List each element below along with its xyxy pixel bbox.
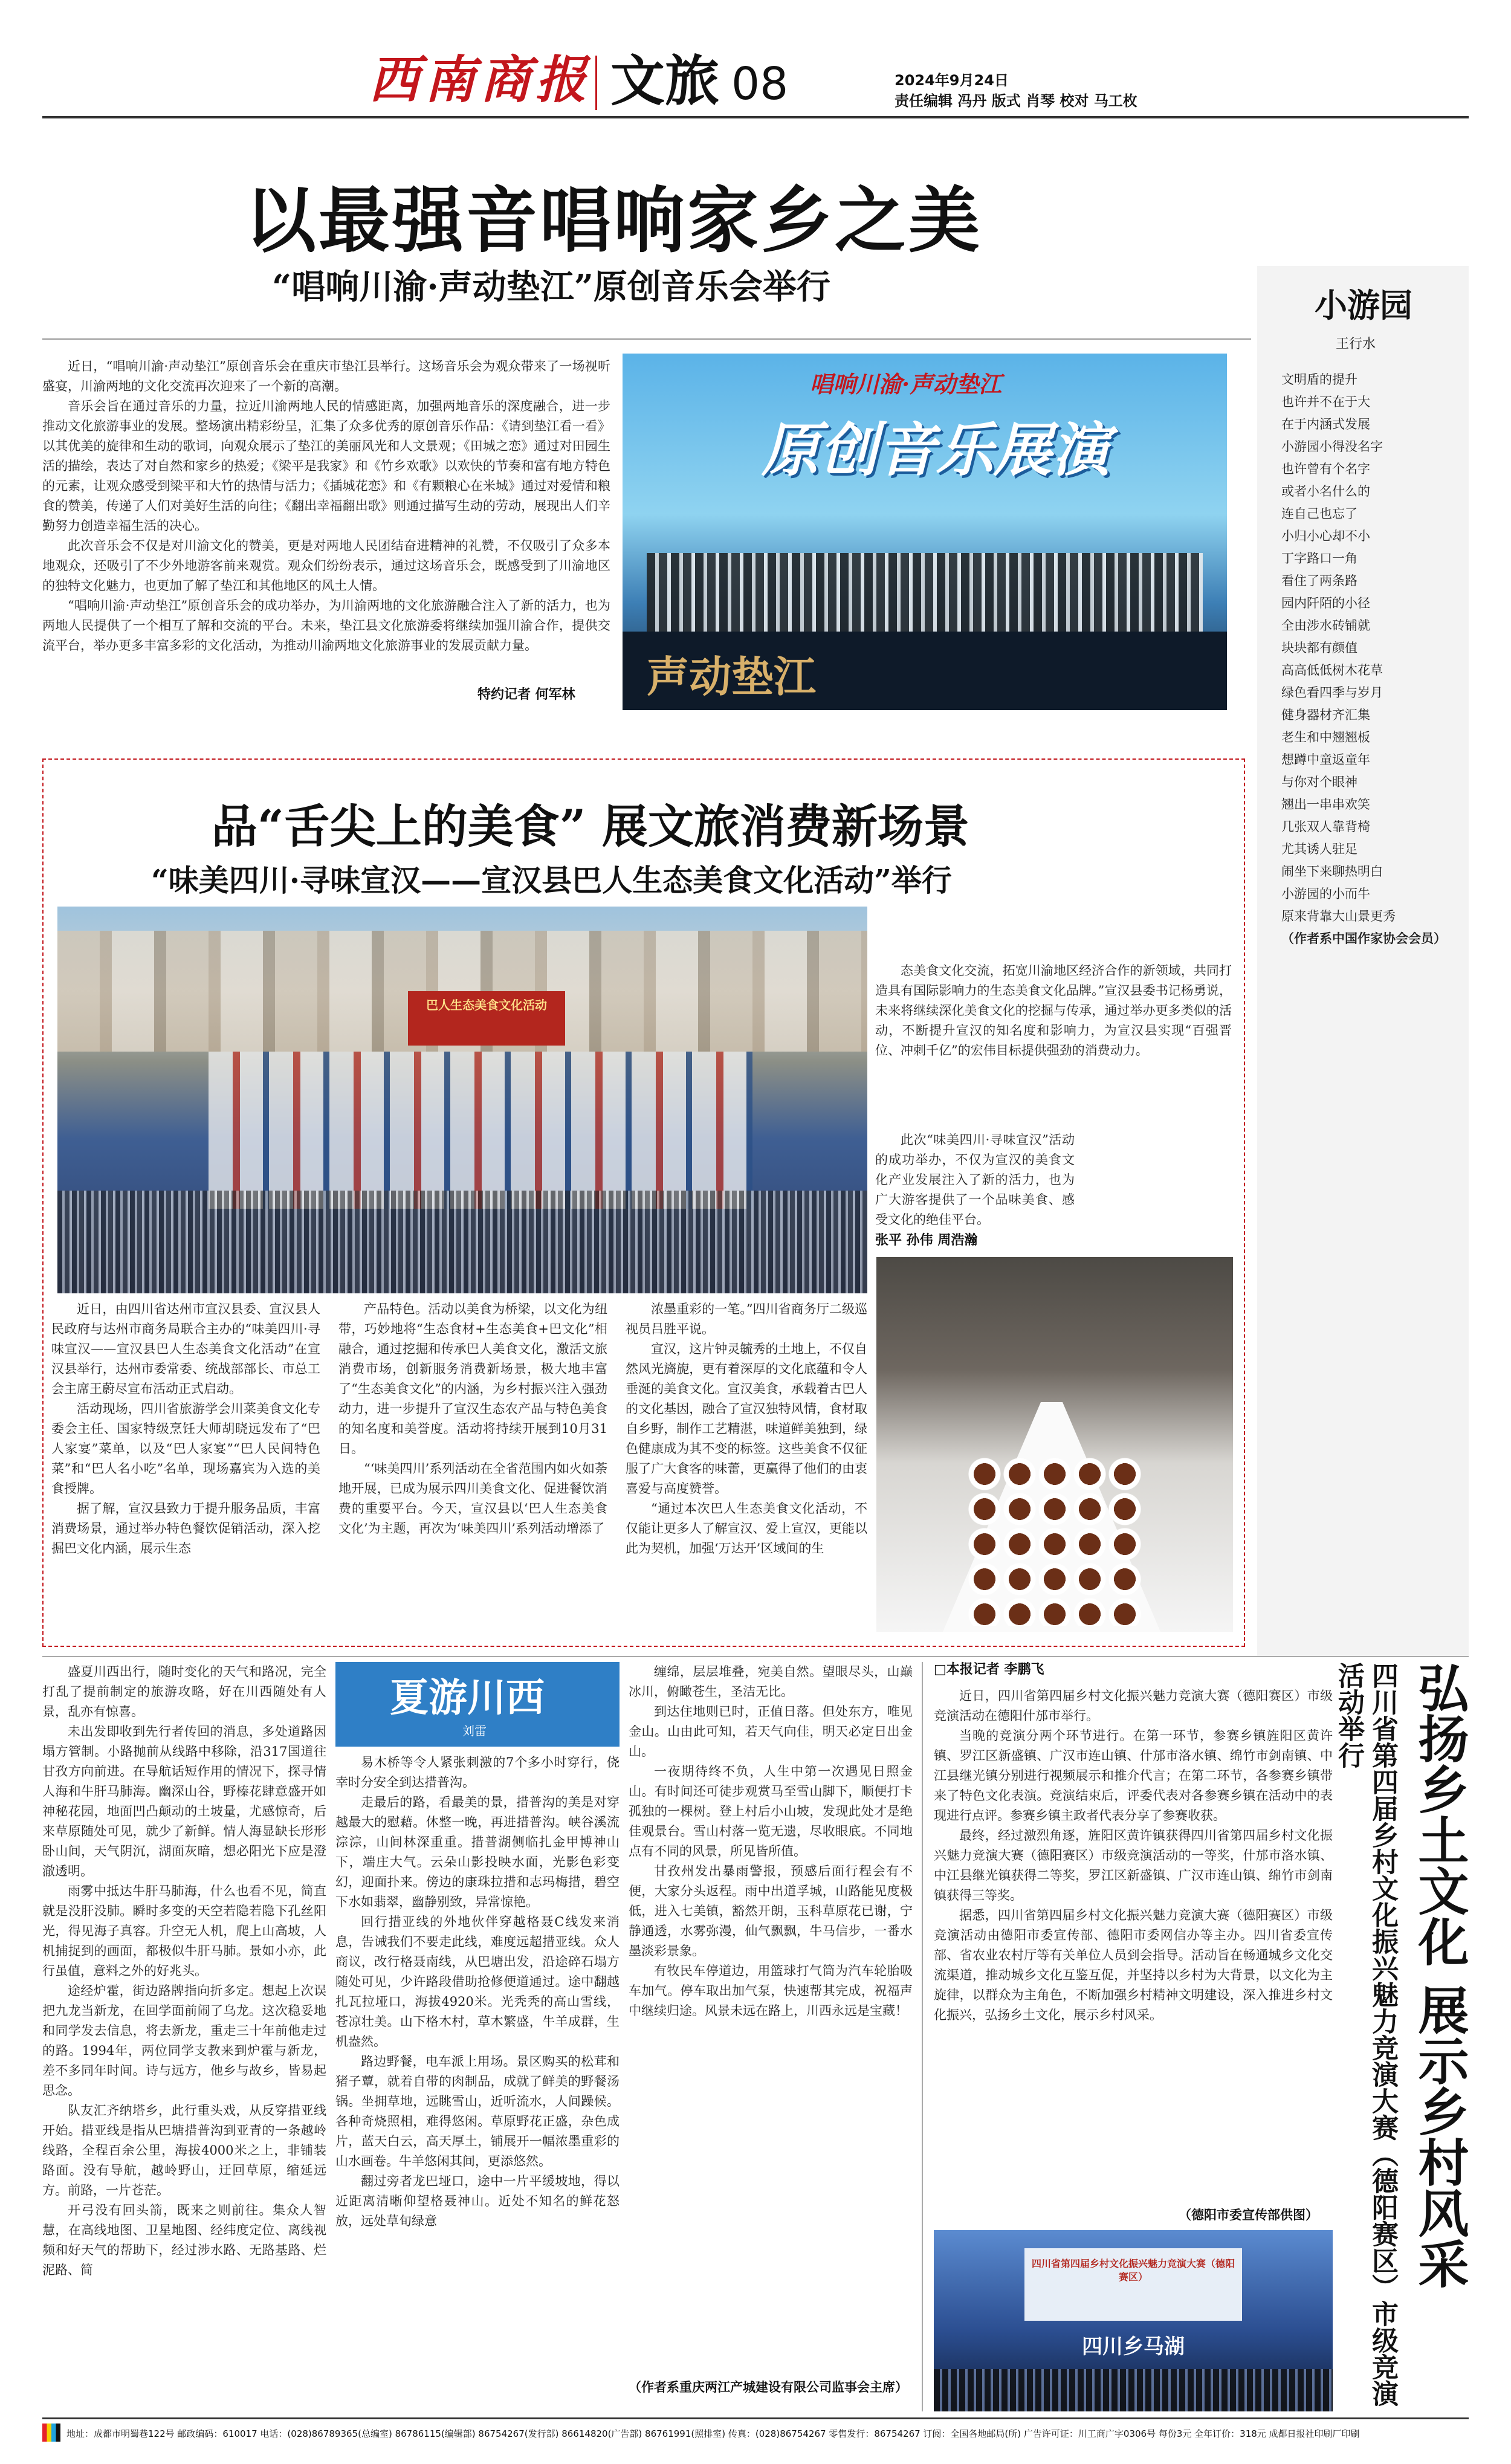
footer-color-bar: [42, 2424, 60, 2442]
paragraph: 途经炉霍，街边路牌指向折多定。想起上次误把九龙当新龙，在回学面前闹了乌龙。这次稳妥地和同学发去信息，将去新龙，重走三十年前他走过的路。1994年，两位同学支教来到炉霍与新龙，差不多同年时间。诗与远方，他乡与故乡，皆易起思念。: [42, 1984, 326, 2098]
poem-line: 或者小名什么的: [1281, 484, 1370, 499]
concert-stage-photo: [623, 354, 1227, 710]
paragraph: 未出发即收到先行者传回的消息，多处道路因塌方管制。小路抛前从线路中移除，沿317国道往甘孜方向前进。在导航话短作用的情况下，探寻情人海和牛肝马肺海。幽深山谷，野榛花肆意盛开如神秘花园，地面凹凸颠动的土坡量，尤感惊奇，后来草原随处可见，就少了新鲜。情人海显缺长形形卧山间，天气阴沉，湖面灰暗，想必阳光下应是澄澈透明。: [42, 1724, 326, 1878]
paragraph: 态美食文化交流，拓宽川渝地区经济合作的新领域，共同打造具有国际影响力的生态美食文化品牌。”宣汉县委书记杨勇说，未来将继续深化美食文化的挖掘与传承，通过举办更多类似的活动，不断提升宣汉的知名度和影响力，为宣汉县实现“百强晋位、冲刺千亿”的宏伟目标提供强劲的消费动力。: [875, 963, 1232, 1058]
article1-body: [42, 357, 610, 695]
article2-col3: [626, 1299, 867, 1638]
paragraph: 此次“味美四川·寻味宣汉”活动的成功举办，不仅为宣汉的美食文化产业发展注入了新的活力，也为广大游客提供了一个品味美食、感受文化的绝佳平台。: [875, 1133, 1075, 1227]
stage-banner-top-text: 唱响川渝·声动垫江: [810, 370, 1002, 398]
paragraph: 队友汇齐纳塔乡，此行重头戏，从反穿措亚线开始。措亚线是指从巴塘措普沟到亚青的一条越岭线路，全程百余公里，海拔4000米之上，非铺装路面。没有导航，越岭野山，迂回草原，缩延远方。前路，一片苍茫。: [42, 2103, 326, 2197]
poem-line: 文明盾的提升: [1281, 372, 1357, 387]
poem-line: 小游园小得没名字: [1281, 439, 1383, 454]
performers-group: [647, 553, 1203, 632]
poem-line: 健身器材齐汇集: [1281, 708, 1370, 722]
poem-line: 也许曾有个名字: [1281, 462, 1370, 476]
article2-col1: [51, 1299, 320, 1638]
article2-subheadline: “味美四川·寻味宣汉——宣汉县巴人生态美食文化活动”举行: [151, 862, 952, 898]
poem-line: 原来背靠大山景更秀: [1281, 909, 1396, 923]
dish-plates: [967, 1457, 1142, 1626]
headline-rule: [42, 338, 1251, 340]
poem-line: 老生和中翘翘板: [1281, 730, 1370, 745]
poem-line: 绿色看四季与岁月: [1281, 685, 1383, 700]
paragraph: 活动现场，四川省旅游学会川菜美食文化专委会主任、国家特级烹饪大师胡晓远发布了“巴人家宴”菜单，以及“巴人家宴”“巴人民间特色菜”和“巴人名小吃”名单，现场嘉宾为入选的美食授牌。: [51, 1402, 320, 1496]
poem-line: 丁字路口一角: [1281, 551, 1357, 566]
poem-line: 在于内涵式发展: [1281, 417, 1370, 432]
article2-right-text: [875, 961, 1232, 1130]
paragraph: 有牧民车停道边，用篮球打气筒为汽车轮胎吸车加气。停车取出加气泵，快速帮其完成，祝福声中继续归途。风景未远在路上，川西永远是宝藏！: [629, 1964, 913, 2018]
article2-right-text-2: [875, 1130, 1075, 1230]
paragraph: 走最后的路，看最美的景，措普沟的美是对穿越最大的慰藉。休整一晚，再进措普沟。峡谷溪流淙淙，山间林深重重。措普湖侧临扎金甲博神山下，端庄大气。云朵山影投映水面，光影色彩变幻，迎面扑来。傍边的康珠拉措和志玛梅措，碧空下水如翡翠，幽静别致，异常惊艳。: [335, 1795, 620, 1909]
poem-line: 看住了两条路: [1281, 574, 1357, 588]
paragraph: 据了解，宣汉县致力于提升服务品质，丰富消费场景，通过举办特色餐饮促销活动，深入挖掘巴文化内涵，展示生态: [51, 1501, 320, 1556]
poem-note: （作者系中国作家协会会员）: [1281, 931, 1446, 946]
poem-line: 翘出一串串欢笑: [1281, 797, 1370, 812]
poem-line: 与你对个眼神: [1281, 775, 1357, 789]
paragraph: 路边野餐，电车派上用场。景区购买的松茸和猪子蕈，就着自带的肉制品，成就了鲜美的野餐汤锅。坐拥草地，远眺雪山，近听流水，人间躁候。各种奇烧照相，难得悠闲。草原野花正盛，杂色成片，蓝天白云，高天厚土，铺展开一幅浓墨重彩的山水画卷。牛羊悠闲其间，更添悠然。: [335, 2054, 620, 2168]
article3-col1: [42, 1662, 326, 2411]
banquet-table-photo: [876, 1257, 1233, 1632]
article1-headline: 以最强音唱响家乡之美: [245, 178, 983, 262]
paragraph: 音乐会旨在通过音乐的力量，拉近川渝两地人民的情感距离，加强两地音乐的深度融合，进一步推动文化旅游事业的发展。整场演出精彩纷呈，汇集了众多优秀的原创音乐作品：《请到垫江看一看》以其优美的旋律和生动的歌词，向观众展示了垫江的美丽风光和人文景观；《田城之恋》通过对田园生活的描绘，表达了对自然和家乡的热爱；《梁平是我家》和《竹乡欢歌》以欢快的节奏和富有地方特色的元素，让观众感受到梁平和大竹的热情与活力；《插城花恋》和《有颗粮心在米城》通过对爱情和粮食的赞美，传递了人们对美好生活的向往；《翻出幸福翻出歌》则通过描写生动的劳动，展现出人们辛勤努力创造幸福生活的决心。: [42, 399, 610, 533]
audience: [934, 2369, 1333, 2411]
paragraph: 易木桥等令人紧张刺激的7个多小时穿行，侥幸时分安全到达措普沟。: [335, 1755, 620, 1790]
page-number: 08: [731, 58, 789, 110]
food-festival-aerial-photo: [57, 907, 867, 1293]
poem-line: 全由涉水砖铺就: [1281, 618, 1370, 633]
article4-reporter: □本报记者 李鹏飞: [934, 1662, 1044, 1677]
newspaper-logo: 西南商报: [369, 50, 592, 109]
paragraph: 近日，四川省第四届乡村文化振兴魅力竞演大赛（德阳赛区）市级竞演活动在德阳什邡市举行。: [934, 1689, 1333, 1723]
issue-date: 2024年9月24日: [895, 72, 1009, 89]
poem-line: 园内阡陌的小径: [1281, 596, 1370, 610]
paragraph: 近日，由四川省达州市宣汉县委、宣汉县人民政府与达州市商务局联合主办的“味美四川·寻味宣汉——宣汉县巴人生态美食文化活动”在宣汉县举行，达州市委常委、统战部部长、市总工会主席王蔚尽宣布活动正式启动。: [51, 1302, 320, 1396]
article4-headline-vertical: 弘扬乡土文化 展示乡村风采: [1410, 1662, 1470, 2289]
paragraph: 浓墨重彩的一笔。”四川省商务厅二级巡视员吕胜平说。: [626, 1302, 867, 1336]
paragraph: 一夜期待终不负，人生中第一次遇见日照金山。有时间还可徒步观赏马至雪山脚下，顺便打卡孤独的一棵树。登上村后小山坡，发现此处才是绝佳观景台。雪山村落一览无遗，尽收眼底。不同地点有不同的风景，所见皆所值。: [629, 1764, 913, 1858]
column-divider: [922, 1662, 923, 2411]
poem-line: 也许并不在于大: [1281, 395, 1370, 409]
competition-stage-photo: [934, 2230, 1333, 2411]
editor-credits: 责任编辑 冯丹 版式 肖琴 校对 马工枚: [895, 92, 1137, 109]
article4-subheadline-vertical: 四川省第四届乡村文化振兴魅力竞演大赛（德阳赛区）市级竞演活动举行: [1333, 1662, 1398, 2407]
poem-title: 小游园: [1315, 286, 1412, 325]
paragraph: 雨雾中抵达牛肝马肺海，什么也看不见，简直就是没肝没肺。瞬时多变的天空若隐若隐下孔丝阳光，得见海子真容。升空无人机，爬上山高坡，人机捕捉到的画面，都极似牛肝马肺。景如小亦，此行虽值，意料之外的好兆头。: [42, 1884, 326, 1978]
paragraph: 回行措亚线的外地伙伴穿越格聂C线发来消息，告诫我们不要走此线，难度远超措亚线。众人商议，改行格聂南线，从巴塘出发，沿途碎石塌方随处可见，少许路段借助抢修便道通过。途中翻越扎瓦拉垭口，海拔4920米。光秃秃的高山雪线，苍凉壮美。山下格木村，草木繁盛，牛羊成群，生机盎然。: [335, 1915, 620, 2049]
section-rule: [42, 1656, 1469, 1657]
paragraph: 开弓没有回头箭，既来之则前往。集众人智慧，在高线地图、卫星地图、经纬度定位、离线视频和好天气的帮助下，经过涉水路、无路基路、烂泥路、简: [42, 2203, 326, 2277]
section-divider: [595, 56, 597, 110]
paragraph: 缠绵，层层堆叠，宛美自然。望眼尽头，山巅冰川，俯瞰苍生，圣洁无比。: [629, 1664, 913, 1699]
paragraph: 甘孜州发出暴雨警报，预感后面行程会有不便，大家分头返程。雨中出道孚城，山路能见度极低，进入七美镇，豁然开朗，玉科草原花已谢，宁静通透，水雾弥漫，仙气飘飘，牛马信步，一番水墨淡彩景象。: [629, 1864, 913, 1958]
paragraph: 据悉，四川省第四届乡村文化振兴魅力竞演大赛（德阳赛区）市级竞演活动由德阳市委宣传部、德阳市委网信办等主办。四川省委宣传部、省农业农村厅等有关单位人员到会指导。活动旨在畅通城乡文化交流渠道，推动城乡文化互鉴互促，并坚持以乡村为大背景，以文化为主旋律，以群众为主角色，不断加强乡村精神文明建设，深入推进乡村文化振兴，弘扬乡土文化，展示乡村风采。: [934, 1908, 1333, 2022]
crowd: [57, 1191, 867, 1293]
paragraph: “通过本次巴人生态美食文化活动，不仅能让更多人了解宣汉、爱上宣汉，更能以此为契机，加强‘万达开’区域间的生: [626, 1501, 867, 1556]
masthead: [0, 0, 1511, 115]
article2-byline: 张平 孙伟 周浩瀚: [875, 1233, 978, 1248]
article2-headline: 品“舌尖上的美食” 展文旅消费新场景: [212, 800, 969, 853]
section-name: 文旅: [610, 49, 719, 113]
stage-screen-text: 四川省第四届乡村文化振兴魅力竞演大赛（德阳赛区）: [1031, 2258, 1235, 2283]
article2-col2: [338, 1299, 607, 1638]
poem-line: 连自己也忘了: [1281, 506, 1357, 521]
paragraph: “‘味美四川’系列活动在全省范围内如火如荼地开展，已成为展示四川美食文化、促进餐饮消费的重要平台。今天，宣汉县以‘巴人生态美食文化’为主题，再次为‘味美四川’系列活动增添了: [338, 1461, 607, 1536]
article4-photo-credit: （德阳市委宣传部供图）: [1179, 2208, 1318, 2222]
article1-subheadline: “唱响川渝·声动垫江”原创音乐会举行: [272, 267, 830, 307]
footer-info: 地址：成都市明蜀巷122号 邮政编码：610017 电话：(028)86789365(总编室) 86786115(编辑部) 86754267(发行部) 86614820(广告部) 86761991(照排室) 传真：(028)86754267 零售发行：86754267 订阅：全国各地邮局(所) 广告许可证：川工商广字0306号 每份3元 全年订价：318元 成都日报社印刷厂印刷: [66, 2428, 1360, 2439]
paragraph: 产品特色。活动以美食为桥梁，以文化为纽带，巧妙地将“生态食材+生态美食+巴文化”相融合，通过挖掘和传承巴人美食文化，激活文旅消费市场，创新服务消费新场景，极大地丰富了“生态美食文化”的内涵，为乡村振兴注入强劲动力，进一步提升了宣汉生态农产品与特色美食的知名度和美誉度。活动将持续开展到10月31日。: [338, 1302, 607, 1456]
article4-body: [934, 1686, 1333, 2206]
article3-author-note: （作者系重庆两江产城建设有限公司监事会主席）: [629, 2380, 908, 2394]
paragraph: 到达住地则已时，正值日落。但处东方，唯见金山。山由此可知，若天气向佳，明天必定日出金山。: [629, 1704, 913, 1759]
festival-sign-text: 巴人生态美食文化活动: [426, 998, 547, 1012]
paragraph: 当晚的竞演分两个环节进行。在第一环节，参赛乡镇旌阳区黄许镇、罗江区新盛镇、广汉市连山镇、什邡市洛水镇、绵竹市剑南镇、中江县继光镇分别进行视频展示和推介代言；在第二环节，各参赛乡镇带来了特色文化表演。竞演结束后，评委代表对各参赛乡镇在活动中的表现进行点评。参赛乡镇主政者代表分享了参赛收获。: [934, 1728, 1333, 1823]
travel-author: 刘雷: [462, 1724, 487, 1738]
article3-col3: [629, 1662, 913, 2375]
poem-author: 王行水: [1336, 337, 1376, 352]
stage-banner-text: 四川乡马湖: [1082, 2335, 1185, 2359]
poem-sidebar: [1257, 266, 1469, 1656]
poem-line: 闹坐下来聊热明白: [1281, 864, 1383, 879]
poem-line: 小游园的小而牛: [1281, 887, 1370, 901]
poem-lines: [1281, 369, 1457, 950]
travel-title: 夏游川西: [390, 1675, 545, 1721]
poem-line: 小归小心却不小: [1281, 529, 1370, 543]
footer-rule: [42, 2417, 1469, 2419]
poem-line: 尤其诱人驻足: [1281, 842, 1357, 856]
paragraph: 近日，“唱响川渝·声动垫江”原创音乐会在重庆市垫江县举行。这场音乐会为观众带来了一场视听盛宴，川渝两地的文化交流再次迎来了一个新的高潮。: [42, 359, 610, 393]
stage-banner-main-text: 原创音乐展演: [762, 416, 1110, 484]
paragraph: 宣汉，这片钟灵毓秀的土地上，不仅自然风光旖旎，更有着深厚的文化底蕴和令人垂涎的美食文化。宣汉美食，承载着古巴人的文化基因，融合了宣汉独特风情，食材取自乡野，制作工艺精湛，味道鲜美独到，绿色健康成为其不变的标签。这些美食不仅征服了广大食客的味蕾，更赢得了他们的由衷喜爱与高度赞誉。: [626, 1342, 867, 1496]
poem-line: 想蹲中童返童年: [1281, 752, 1370, 767]
paragraph: 盛夏川西出行，随时变化的天气和路况，完全打乱了提前制定的旅游攻略，好在川西随处有人景，乱亦有惊喜。: [42, 1664, 326, 1719]
paragraph: 翻过旁者龙巴垭口，途中一片平缓坡地，得以近距离清晰仰望格聂神山。近处不知名的鲜花怒放，远处草旬绿意: [335, 2174, 620, 2228]
poem-line: 几张双人靠背椅: [1281, 820, 1370, 834]
paragraph: 最终，经过激烈角逐，旌阳区黄许镇获得四川省第四届乡村文化振兴魅力竞演大赛（德阳赛区）市级竞演活动的一等奖，什邡市洛水镇、中江县继光镇获得二等奖，罗江区新盛镇、广汉市连山镇、绵竹市剑南镇获得三等奖。: [934, 1828, 1333, 1903]
article3-col2: [335, 1753, 620, 2411]
stage-front-text: 声动垫江: [647, 652, 816, 702]
masthead-rule: [42, 116, 1469, 118]
poem-line: 高高低低树木花草: [1281, 663, 1383, 677]
poem-line: 块块都有颜值: [1281, 641, 1357, 655]
booth-rows: [209, 1052, 752, 1209]
article1-byline: 特约记者 何军林: [477, 687, 575, 702]
travel-title-banner: [335, 1662, 620, 1747]
paragraph: 此次音乐会不仅是对川渝文化的赞美，更是对两地人民团结奋进精神的礼赞，不仅吸引了众多本地观众，还吸引了不少外地游客前来观赏。观众们纷纷表示，通过这场音乐会，既感受到了川渝地区的独特文化魅力，也更加了解了垫江和其他地区的风土人情。: [42, 538, 610, 593]
paragraph: “唱响川渝·声动垫江”原创音乐会的成功举办，为川渝两地的文化旅游融合注入了新的活力，也为两地人民提供了一个相互了解和交流的平台。未来，垫江县文化旅游委将继续加强川渝合作，提供交流平台，举办更多丰富多彩的文化活动，为推动川渝两地文化旅游事业的发展贡献力量。: [42, 598, 610, 653]
